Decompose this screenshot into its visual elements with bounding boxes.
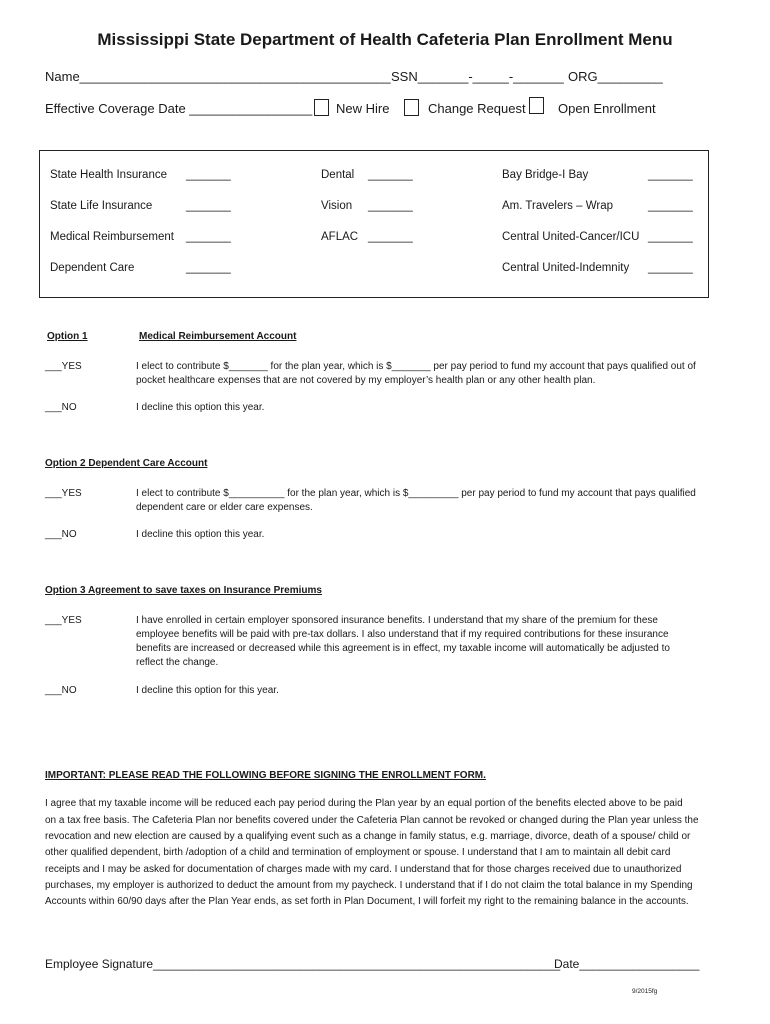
change-request-label: Change Request (428, 101, 526, 116)
option3-no-text: I decline this option for this year. (136, 685, 279, 696)
plan-blank[interactable]: _______ (186, 231, 231, 243)
important-text-line: purchases, my employer is authorized to deduct the amount from my paycheck. I understand that if I do not claim the total balance in my Spending (45, 880, 693, 891)
plan-blank[interactable]: _______ (186, 262, 231, 274)
option1-title: Medical Reimbursement Account (139, 331, 297, 342)
important-text-line: on a tax free basis. The Cafeteria Plan nor benefits covered under the Cafeteria Plan cannot be revoked or changed during the Plan year unless the (45, 815, 699, 826)
option2-yes-field[interactable]: ___YES (45, 488, 82, 499)
option1-yes-field[interactable]: ___YES (45, 361, 82, 372)
option1-yes-text: I elect to contribute $_______ for the plan year, which is $_______ per pay period to fund my account that pays qualified out of (136, 361, 696, 372)
plan-blank[interactable]: _______ (648, 262, 693, 274)
name-field[interactable]: Name___________________________________________ (45, 69, 391, 84)
option2-heading: Option 2 Dependent Care Account (45, 458, 208, 469)
coverage-date-field[interactable]: Effective Coverage Date _________________ (45, 101, 313, 116)
plan-blank[interactable]: _______ (186, 169, 231, 181)
important-heading: IMPORTANT: PLEASE READ THE FOLLOWING BEFORE SIGNING THE ENROLLMENT FORM. (45, 770, 486, 781)
plan-label: Dental (321, 169, 355, 181)
plan-label: Central United-Indemnity (502, 262, 630, 274)
plan-blank[interactable]: _______ (648, 231, 693, 243)
open-enrollment-label: Open Enrollment (558, 101, 656, 116)
plan-blank[interactable]: _______ (368, 169, 413, 181)
plan-label: State Health Insurance (50, 169, 167, 181)
option3-no-field[interactable]: ___NO (45, 685, 77, 696)
option3-yes-text: reflect the change. (136, 657, 219, 668)
important-text-line: revocation and new election are caused by a qualifying event such as a change in family status, e.g. marriage, divorce, death of a spouse/ child or (45, 831, 691, 842)
page-title: Mississippi State Department of Health Cafeteria Plan Enrollment Menu (97, 30, 673, 49)
option3-heading: Option 3 Agreement to save taxes on Insurance Premiums (45, 585, 322, 596)
plan-blank[interactable]: _______ (186, 200, 231, 212)
important-text-line: other qualified dependent, birth /adoption of a child and termination of employment or spouse. I understand that I am to maintain all debit card (45, 847, 671, 858)
plan-label: Central United-Cancer/ICU (502, 231, 640, 243)
important-text-line: receipts and I may be asked for documentation of charges made with my card. I understand that for those charges received due to unauthorized (45, 864, 682, 875)
plan-label: Dependent Care (50, 262, 135, 274)
option3-yes-text: employee benefits will be paid with pre-tax dollars. I also understand that if my required contributions for these insurance (136, 629, 669, 640)
new-hire-label: New Hire (336, 101, 390, 116)
change-request-checkbox[interactable] (404, 99, 419, 116)
option1-yes-text: pocket healthcare expenses that are not covered by my employer’s health plan or any other health plan. (136, 375, 596, 386)
option3-yes-text: benefits are increased or decreased while this agreement is in effect, my taxable income will automatically be adjusted to (136, 643, 670, 654)
date-field[interactable]: Date__________________ (554, 957, 700, 971)
plan-blank[interactable]: _______ (648, 200, 693, 212)
plan-label: State Life Insurance (50, 200, 153, 212)
option3-yes-field[interactable]: ___YES (45, 615, 82, 626)
plan-label: Am. Travelers – Wrap (502, 200, 613, 212)
option1-no-field[interactable]: ___NO (45, 402, 77, 413)
option2-no-text: I decline this option this year. (136, 529, 265, 540)
option1-number: Option 1 (47, 331, 88, 342)
plan-label: AFLAC (321, 231, 359, 243)
form-code: 9/2015fg (632, 988, 658, 995)
plan-blank[interactable]: _______ (648, 169, 693, 181)
option2-no-field[interactable]: ___NO (45, 529, 77, 540)
plan-blank[interactable]: _______ (368, 200, 413, 212)
option2-yes-text: dependent care or elder care expenses. (136, 502, 313, 513)
plan-label: Vision (321, 200, 353, 212)
new-hire-checkbox[interactable] (314, 99, 329, 116)
option1-no-text: I decline this option this year. (136, 402, 265, 413)
important-text-line: I agree that my taxable income will be reduced each pay period during the Plan year by an equal portion of the benefits elected above to be paid (45, 798, 683, 809)
plan-blank[interactable]: _______ (368, 231, 413, 243)
open-enrollment-checkbox[interactable] (529, 97, 544, 114)
option2-yes-text: I elect to contribute $__________ for the plan year, which is $_________ per pay period to fund my account that pays qualified (136, 488, 696, 499)
employee-signature-field[interactable]: Employee Signature_____________________________________________________________ (45, 957, 561, 971)
important-text-line: Accounts within 60/90 days after the Plan Year ends, as set forth in Plan Document, I will forfeit my right to the remaining balance in the accounts. (45, 896, 689, 907)
plan-label: Bay Bridge-I Bay (502, 169, 589, 181)
plan-label: Medical Reimbursement (50, 231, 174, 243)
org-field[interactable]: ORG_________ (568, 69, 663, 84)
option3-yes-text: I have enrolled in certain employer sponsored insurance benefits. I understand that my share of the premium for these (136, 615, 658, 626)
ssn-field[interactable]: SSN_______-_____-_______ (391, 69, 564, 84)
